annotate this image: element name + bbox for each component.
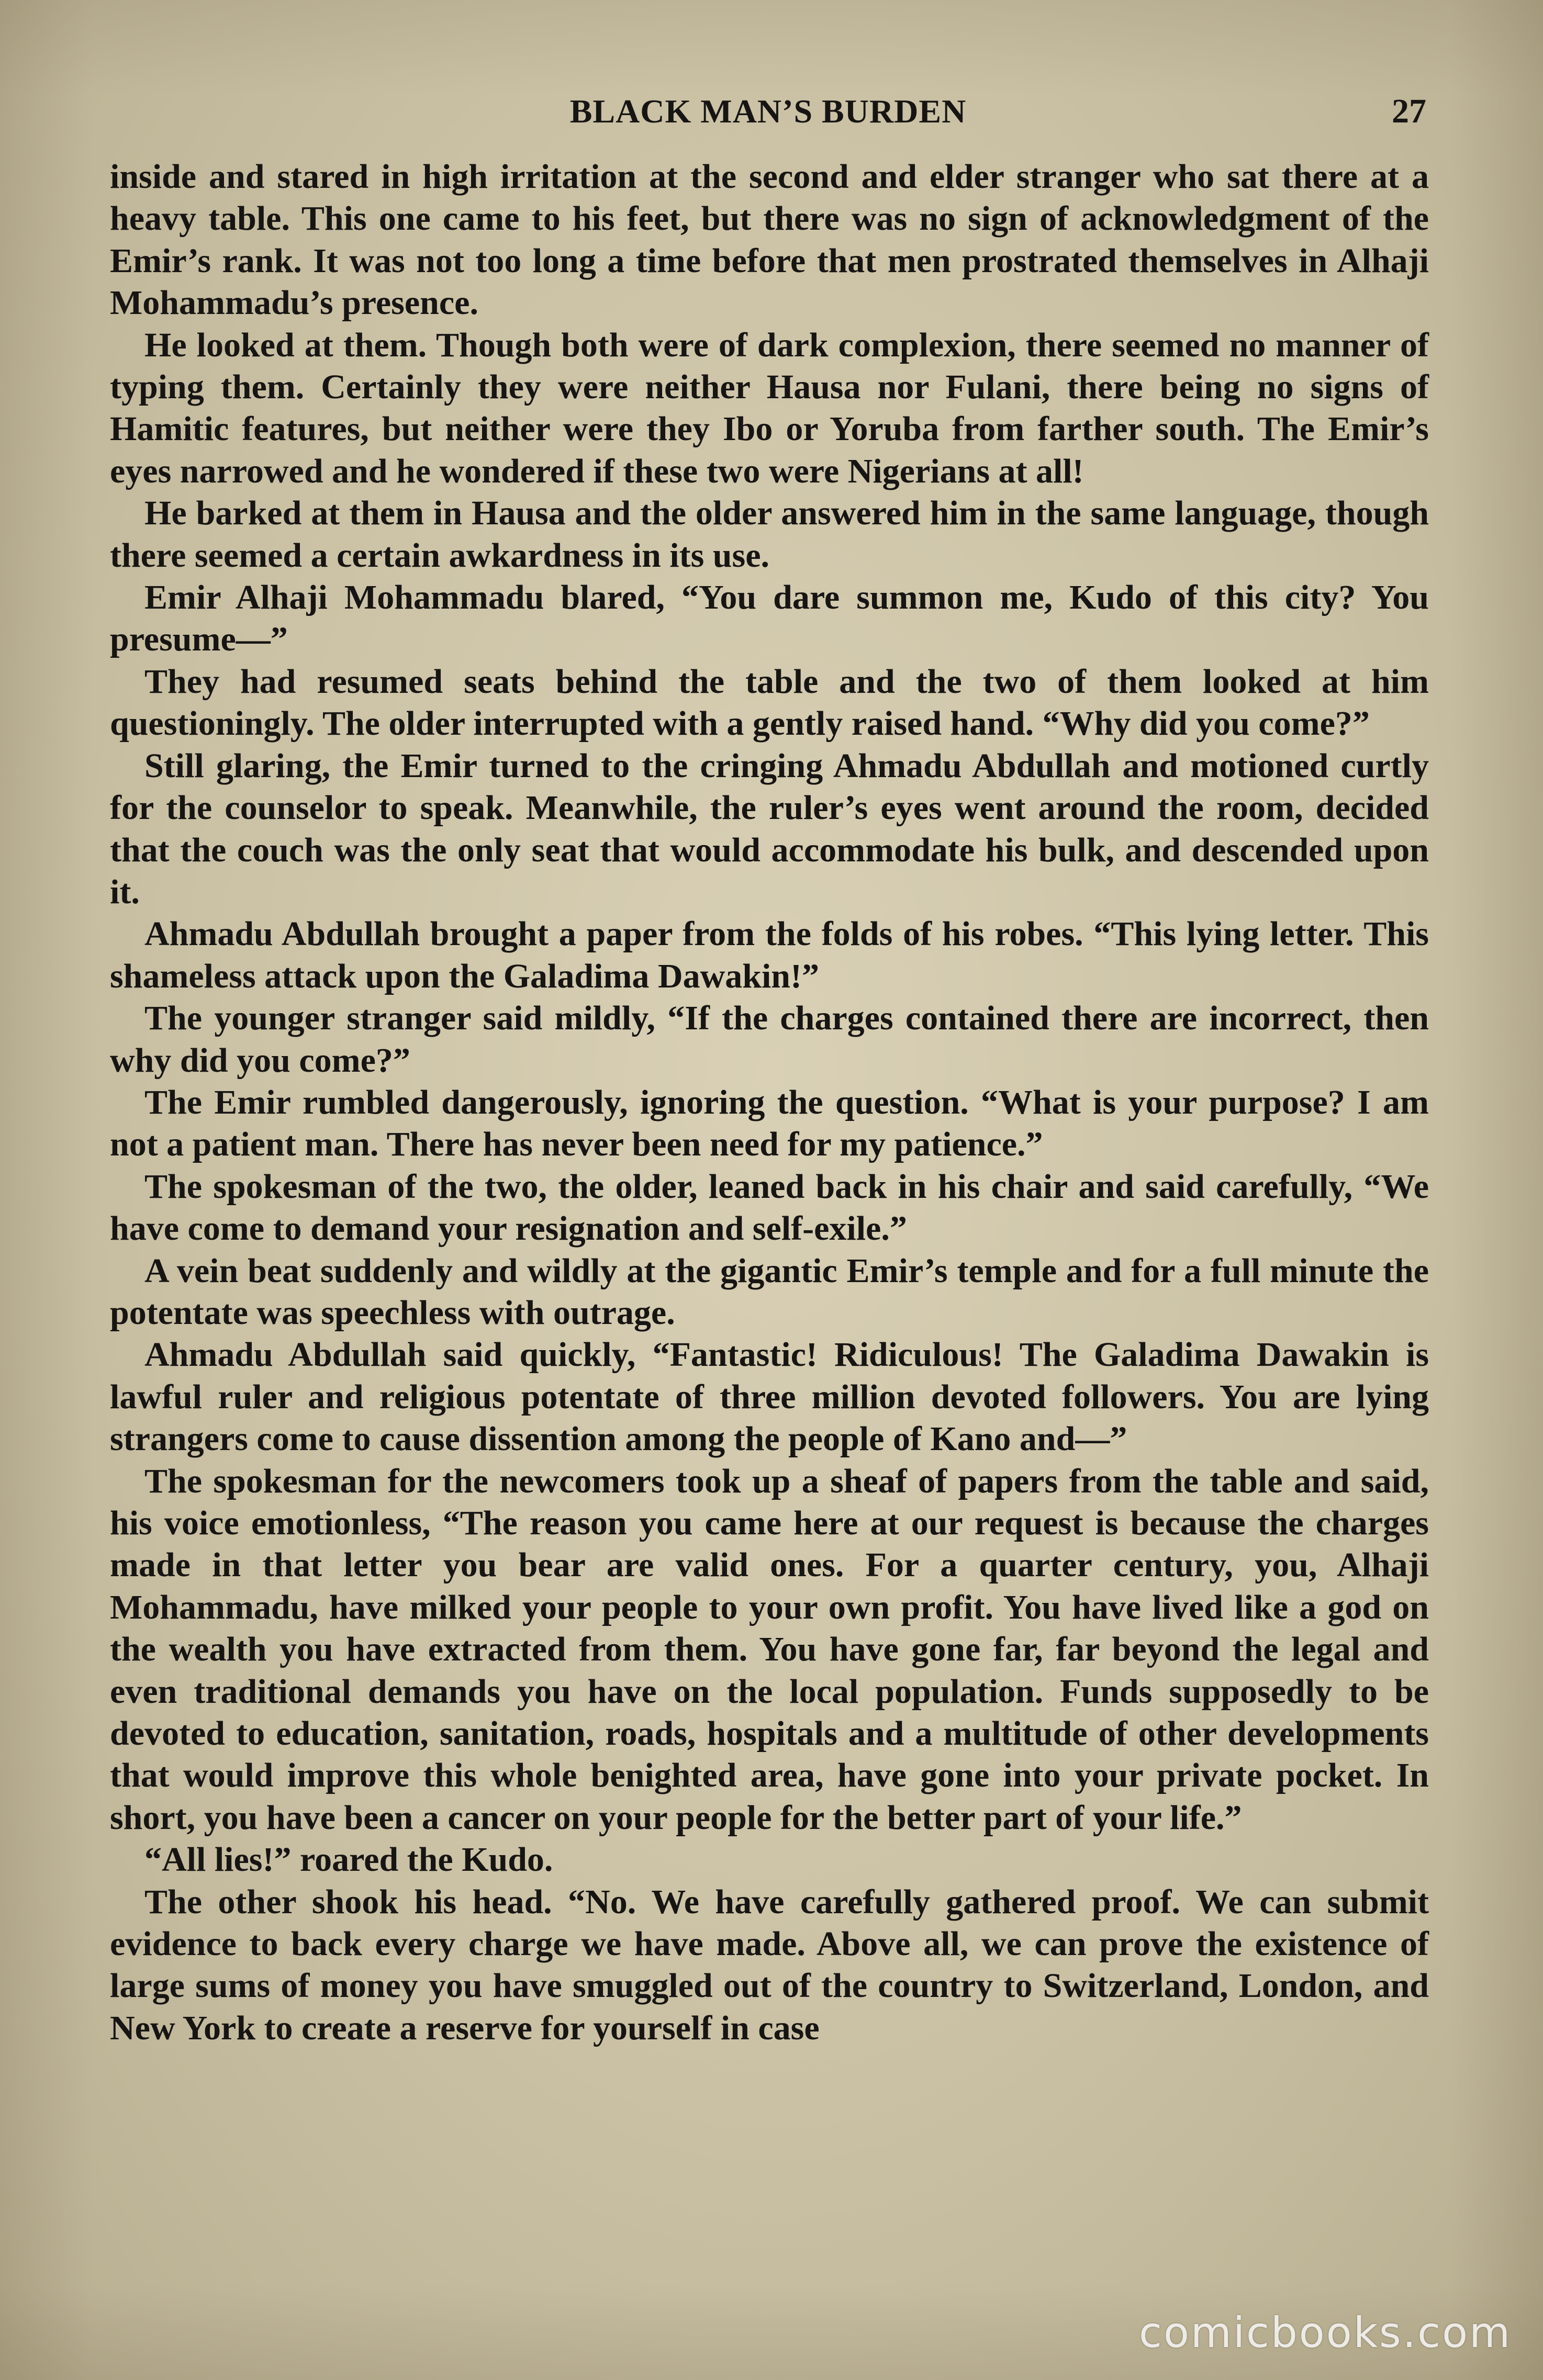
paragraph: Still glaring, the Emir turned to the cringing Ahmadu Abdullah and motioned curtly for the counselor to speak. Meanwhile, the ruler’s eyes went around the room, decided that the couch was the only seat that would accommodate his bulk, and descended upon it. [110, 746, 1429, 911]
paragraph: Ahmadu Abdullah brought a paper from the folds of his robes. “This lying letter. This shameless attack upon the Galadima Dawakin!” [110, 915, 1429, 995]
paragraph: The Emir rumbled dangerously, ignoring the question. “What is your purpose? I am not a patient man. There has never been need for my patience.” [110, 1083, 1429, 1164]
paragraph: He looked at them. Though both were of dark complexion, there seemed no manner of typing them. Certainly they were neither Hausa nor Fulani, there being no signs of Hamitic features, but neither were they Ibo or Yoruba from farther south. The Emir’s eyes narrowed and he wondered if these two were Nigerians at all! [110, 325, 1429, 490]
watermark: comicbooks.com [1138, 2308, 1512, 2357]
paragraph: The younger stranger said mildly, “If the charges contained there are incorrect, then why did you come?” [110, 999, 1429, 1080]
running-title: BLACK MAN’S BURDEN [569, 93, 967, 130]
paragraph: Ahmadu Abdullah said quickly, “Fantastic! Ridiculous! The Galadima Dawakin is lawful ruler and religious potentate of three million devoted followers. You are lying strangers come to cause dissention among the people of Kano and—” [110, 1335, 1429, 1458]
paragraph: inside and stared in high irritation at the second and elder stranger who sat there at a heavy table. This one came to his feet, but there was no sign of acknowledgment of the Emir’s rank. It was not too long a time before that men prostrated themselves in Alhaji Mohammadu’s presence. [110, 158, 1429, 322]
paragraph: A vein beat suddenly and wildly at the gigantic Emir’s temple and for a full minute the potentate was speechless with outrage. [110, 1251, 1429, 1332]
paragraph: The spokesman for the newcomers took up a sheaf of papers from the table and said, his voice emotionless, “The reason you came here at our request is because the charges made in that letter you bear are valid ones. For a quarter century, you, Alhaji Mohammadu, have milked your people to your own profit. You have lived like a god on the wealth you have extracted from them. You have gone far, far beyond the legal and even traditional demands you have on the local population. Funds supposedly to be devoted to education, sanitation, roads, hospitals and a multitude of other developments that would improve this whole benighted area, have gone into your private pocket. In short, you have been a cancer on your people for the better part of your life.” [110, 1462, 1429, 1837]
paragraph: They had resumed seats behind the table and the two of them looked at him questioningly. The older interrupted with a gently raised hand. “Why did you come?” [110, 662, 1429, 743]
paragraph: “All lies!” roared the Kudo. [144, 1840, 553, 1879]
body-text [110, 156, 1429, 2049]
paragraph: The spokesman of the two, the older, leaned back in his chair and said carefully, “We have come to demand your resignation and self-exile.” [110, 1167, 1429, 1248]
paragraph: Emir Alhaji Mohammadu blared, “You dare summon me, Kudo of this city? You presume—” [110, 578, 1429, 659]
paragraph: He barked at them in Hausa and the older answered him in the same language, though there seemed a certain awkardness in its use. [110, 494, 1429, 575]
running-head [110, 88, 1426, 135]
page-number: 27 [1392, 92, 1426, 130]
paragraph: The other shook his head. “No. We have carefully gathered proof. We can submit evidence to back every charge we have made. Above all, we can prove the existence of large sums of money you have smuggled out of the country to Switzerland, London, and New York to create a reserve for yourself in case [110, 1882, 1429, 2047]
